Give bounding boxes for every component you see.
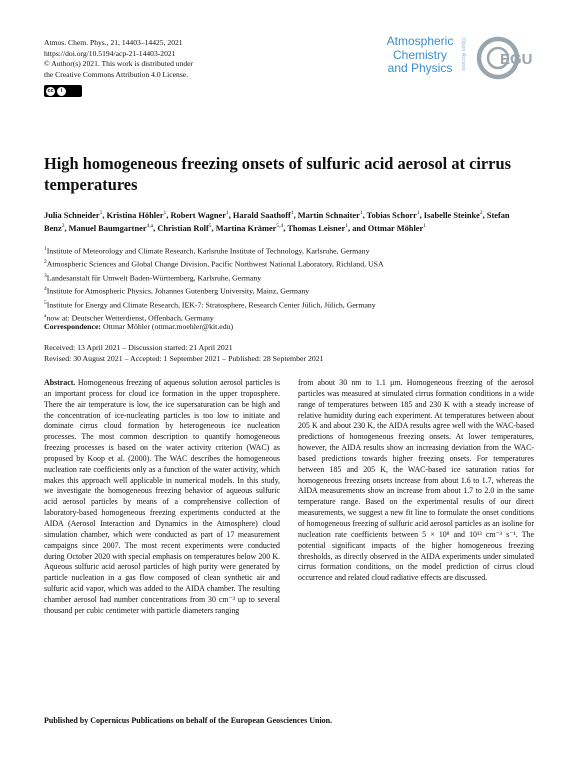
affiliation-mark: 3 (44, 272, 47, 279)
affiliation (44, 244, 534, 257)
affiliation-mark: 4 (44, 286, 47, 293)
author-affiliation-mark: 3 (61, 223, 65, 230)
affiliation-list (44, 244, 534, 324)
affiliation (44, 271, 534, 284)
publisher-footer: Published by Copernicus Publications on behalf of the European Geosciences Union. (44, 716, 333, 725)
author-affiliation-mark: 4,a (146, 223, 154, 230)
affiliation-mark: a (44, 312, 47, 319)
abstract-label: Abstract. (44, 378, 76, 387)
author-affiliation-mark: 1 (99, 210, 103, 216)
abstract-column-2 (298, 378, 534, 584)
author-name: Christian Rolf (157, 224, 209, 233)
correspondence (44, 322, 233, 331)
correspondence-label: Correspondence: (44, 322, 102, 331)
author-name: Manuel Baumgartner (68, 224, 147, 233)
author-name: Martin Schnaiter (297, 210, 360, 220)
journal-name: Atmospheric Chemistry and Physics (386, 34, 454, 75)
doi-link[interactable]: https://doi.org/10.5194/acp-21-14403-2021 (44, 48, 176, 58)
affiliation (44, 284, 534, 297)
author-affiliation-mark: 1 (163, 210, 167, 216)
egu-logo-icon (474, 34, 534, 82)
author-affiliation-mark: 1 (359, 210, 363, 216)
cc-by-badge-icon[interactable]: cc i (44, 85, 82, 97)
author-affiliation-mark: 5,4 (276, 223, 284, 230)
author-name: Kristina Höhler (106, 210, 164, 220)
publication-dates (44, 343, 324, 365)
affiliation-mark: 2 (44, 259, 47, 266)
abstract-text-2: from about 30 nm to 1.1 µm. Homogeneous freezing of the aerosol particles was measured at simulated cirrus formation conditions in a wide range of temperatures between 185 and 230 K with a steady increase of relative humidity during each experiment. At temperatures between about 205 K and about 230 K, the AIDA results agree well with the WAC-based predictions of homogeneous freezing onsets. At lower temperatures, however, the AIDA results show an increasing deviation from the WAC-based predictions towards higher freezing onsets. For temperatures between 185 and 205 K, the WAC-based ice saturation ratios for homogeneous freezing onsets increase from about 1.6 to 1.7, whereas the AIDA measurements show an increase from about 1.7 to 2.0 in the same temperature range. Based on the experimental results of our direct measurements, we suggest a new fit line to formulate the onset conditions of homogeneous freezing of sulfuric acid aerosol particles as an isoline for nucleation rate coefficients between 5 × 10⁸ and 10¹³ cm⁻³ s⁻¹. The potential significant impacts of the higher homogeneous freezing thresholds, as directly observed in the AIDA experiments under simulated cirrus formation conditions, on the model prediction of cirrus cloud occurrence and related cloud radiative effects are discussed. (298, 378, 534, 583)
author-list: Julia Schneider$^1$, Kristina Höhler$^1$, Robert Wagner$^1$, Harald Saathoff$^1$, Martin Schnaiter$^1$, Tobias Schorr$^1$, Isabelle Steinke$^2$, Stefan Benz$^3$, Manuel Baumgartner$^{4,a}$, Christian Rolf$^5$, Martina Krämer$^{5,4}$, Thomas Leisner$^1$, and Ottmar Möhler$^1$ (44, 210, 510, 233)
citation-header (44, 38, 193, 80)
author-name: Ottmar Möhler (367, 224, 424, 233)
affiliation-text: Atmospheric Sciences and Global Change Division, Pacific Northwest National Laboratory, Richland, USA (46, 259, 384, 269)
affiliation-mark: 5 (44, 299, 47, 306)
author-affiliation-mark: 2 (479, 210, 483, 216)
author-name: Stefan Benz (44, 210, 510, 233)
author-affiliation-mark: 1 (416, 210, 420, 216)
author-name: Robert Wagner (170, 210, 226, 220)
author-name: Harald Saathoff (232, 210, 291, 220)
author-affiliation-mark: 1 (423, 223, 426, 230)
affiliation-text: Institute of Meteorology and Climate Research, Karlsruhe Institute of Technology, Karlsruhe, Germany (46, 246, 370, 256)
affiliation-text: Institute for Atmospheric Physics, Johannes Gutenberg University, Mainz, Germany (46, 286, 310, 296)
svg-text:EGU: EGU (500, 51, 533, 68)
author-affiliation-mark: 5 (208, 223, 212, 230)
author-affiliation-mark: 1 (345, 223, 348, 230)
license-line-2: the Creative Commons Attribution 4.0 License. (44, 69, 189, 79)
author-name: Martina Krämer (215, 224, 277, 233)
dates-line-2: Revised: 30 August 2021 – Accepted: 1 September 2021 – Published: 28 September 2021 (44, 353, 324, 363)
citation: Atmos. Chem. Phys., 21, 14403–14425, 2021 (44, 38, 183, 47)
author-name: Thomas Leisner (287, 224, 346, 233)
author-affiliation-mark: 1 (290, 210, 294, 216)
abstract-column-1 (44, 378, 280, 617)
affiliation-mark: 1 (44, 246, 47, 252)
author-name: Isabelle Steinke (423, 210, 480, 220)
author-name: Tobias Schorr (366, 210, 417, 220)
license-line-1: © Author(s) 2021. This work is distributed under (44, 59, 194, 69)
dates-line-1: Received: 13 April 2021 – Discussion started: 21 April 2021 (44, 343, 233, 352)
abstract-text-1: Homogeneous freezing of aqueous solution aerosol particles is an important process for cloud ice formation in the upper troposphere. There the air temperature is low, the ice supersaturation can be high and the concentration of ice-nucleating particles is too low to initiate and dominate cirrus cloud formation by heterogeneous ice nucleation processes. The most common description to quantify homogeneous freezing processes is based on the water activity criterion (WAC) as proposed by Koop et al. (2000). The WAC describes the homogeneous nucleation rate coefficients only as a function of the water activity, which makes this approach well applicable in numerical models. In this study, we investigate the homogeneous freezing behavior of aqueous sulfuric acid aerosol particles by means of a comprehensive collection of laboratory-based homogeneous freezing experiments conducted at the AIDA (Aerosol Interaction and Dynamics in the Atmosphere) cloud simulation chamber, which were conducted as part of 17 measurement campaigns since 2007. The most recent experiments were conducted during October 2020 with special emphasis on temperatures below 200 K. Aqueous sulfuric acid aerosol particles of high purity were generated by particle nucleation in a gas flow composed of clean synthetic air and sulfuric acid vapor, which was added to the AIDA chamber. The resulting chamber aerosol had number concentrations from 30 cm⁻³ up to several thousand per cubic centimeter with particle diameters ranging (44, 378, 280, 615)
paper-title: High homogeneous freezing onsets of sulfuric acid aerosol at cirrus temperatures (44, 154, 511, 194)
affiliation-text: now at: Deutscher Wetterdienst, Offenbach, Germany (46, 313, 214, 323)
author-name: Julia Schneider (44, 210, 100, 220)
open-access-label: Open Access (460, 38, 466, 71)
affiliation-text: Institute for Energy and Climate Research, IEK-7: Stratosphere, Research Center Jülich, Jülich, Germany (46, 300, 376, 310)
author-affiliation-mark: 1 (225, 210, 229, 216)
affiliation (44, 257, 534, 270)
correspondence-text[interactable]: Ottmar Möhler (ottmar.moehler@kit.edu) (102, 322, 234, 331)
affiliation-text: Landesanstalt für Umwelt Baden-Württemberg, Karlsruhe, Germany (46, 273, 262, 283)
affiliation (44, 298, 534, 311)
